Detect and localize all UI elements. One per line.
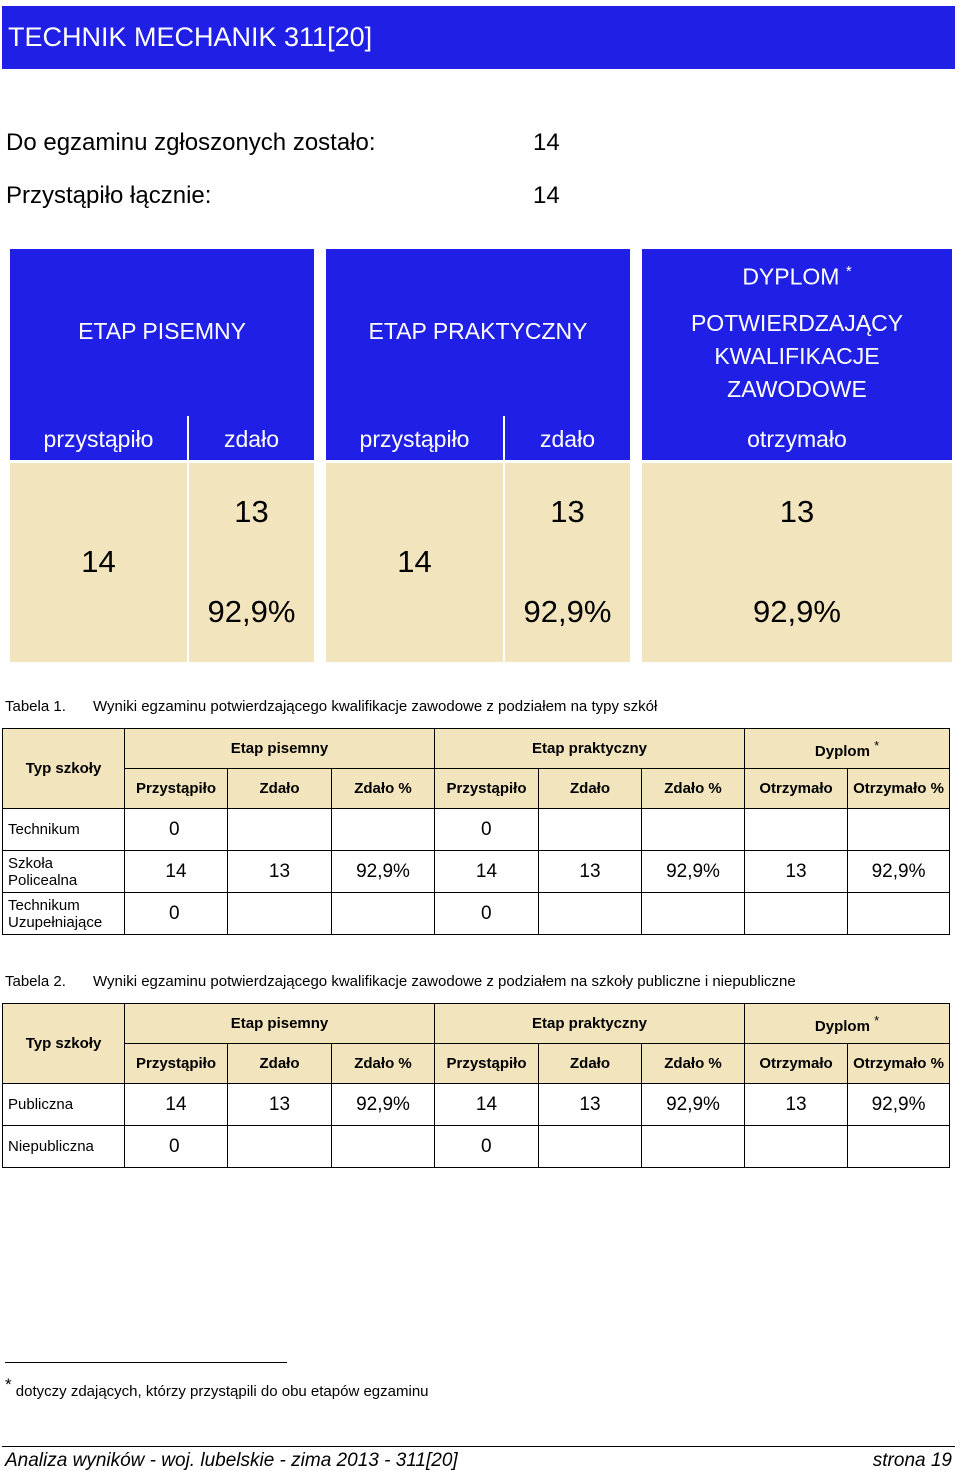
table2-label: Tabela 2.: [5, 973, 66, 990]
diploma-title-text: DYPLOM: [742, 263, 840, 290]
row-label: Technikum: [3, 809, 125, 851]
cell: 0: [435, 809, 539, 851]
footnote: [5, 1375, 429, 1400]
cell: [228, 893, 332, 935]
table-row: [3, 1084, 950, 1126]
cell: 14: [125, 1084, 228, 1126]
table2-head-diploma: [745, 1004, 950, 1044]
table1-caption: Wyniki egzaminu potwierdzającego kwalifikacje zawodowe z podziałem na typy szkół: [93, 698, 658, 715]
written-attended-label: przystąpiło: [43, 426, 154, 452]
cell: 14: [435, 851, 539, 893]
cell: [848, 893, 950, 935]
table1-head-diploma: [745, 729, 950, 769]
cell: [332, 809, 435, 851]
written-passed-value: 13: [234, 494, 269, 529]
cell: 92,9%: [848, 851, 950, 893]
cell: 92,9%: [332, 851, 435, 893]
diploma-star: *: [845, 263, 852, 280]
cell: [642, 893, 745, 935]
table2-sub: Otrzymało: [745, 1044, 848, 1084]
diploma-pct-value: 92,9%: [753, 594, 841, 629]
table1-sub: Zdało: [539, 769, 642, 809]
cell: 0: [125, 893, 228, 935]
table2-sub: Przystąpiło: [435, 1044, 539, 1084]
table-row: [3, 893, 950, 935]
table2-head-diploma-star: *: [874, 1012, 880, 1028]
table2-head-type: Typ szkoły: [3, 1004, 125, 1084]
cell: 92,9%: [848, 1084, 950, 1126]
cell: [332, 1126, 435, 1168]
cell: 13: [745, 851, 848, 893]
diploma-sub3: ZAWODOWE: [727, 376, 867, 402]
diploma-sub2: KWALIFIKACJE: [714, 343, 880, 369]
table1-sub: Przystąpiło: [125, 769, 228, 809]
row-label: Technikum Uzupełniające: [3, 893, 125, 935]
cell: [228, 1126, 332, 1168]
cell: 13: [745, 1084, 848, 1126]
cell: [642, 809, 745, 851]
diploma-title: [642, 263, 952, 291]
footer-right: strona 19: [872, 1450, 952, 1471]
footnote-star: *: [5, 1375, 12, 1394]
written-stage-title: ETAP PISEMNY: [78, 318, 246, 344]
written-passed-cell: [189, 463, 314, 662]
cell: 13: [539, 851, 642, 893]
diploma-received-cell: [642, 463, 952, 662]
cell: [228, 809, 332, 851]
footer-rule: [2, 1446, 955, 1447]
cell: 0: [435, 1126, 539, 1168]
table2-head-written: Etap pisemny: [125, 1004, 435, 1044]
registered-label: Do egzaminu zgłoszonych zostało:: [6, 129, 376, 156]
cell: 14: [435, 1084, 539, 1126]
diploma-received-label: otrzymało: [747, 426, 847, 452]
table1-head-practical: Etap praktyczny: [435, 729, 745, 769]
table-row: [3, 809, 950, 851]
cell: 13: [539, 1084, 642, 1126]
diploma-sub1: POTWIERDZAJĄCY: [690, 310, 904, 336]
diploma-received-value: 13: [779, 494, 815, 529]
table2-head-diploma-text: Dyplom: [814, 1017, 870, 1035]
written-attended-value: 14: [81, 544, 116, 579]
table1-head-diploma-text: Dyplom: [814, 742, 870, 760]
written-pct-value: 92,9%: [207, 594, 296, 629]
table-row: [3, 1126, 950, 1168]
practical-passed-label: zdało: [540, 426, 595, 452]
table2-sub: Zdało %: [332, 1044, 435, 1084]
cell: 13: [228, 851, 332, 893]
table1-head-diploma-star: *: [874, 737, 880, 753]
row-label: Niepubliczna: [3, 1126, 125, 1168]
table1-head-written: Etap pisemny: [125, 729, 435, 769]
table2-sub: Zdało: [539, 1044, 642, 1084]
attended-label: Przystąpiło łącznie:: [6, 182, 212, 209]
table1: [2, 728, 950, 935]
cell: [745, 1126, 848, 1168]
cell: [539, 1126, 642, 1168]
table2-sub: Otrzymało %: [848, 1044, 950, 1084]
practical-passed-value: 13: [550, 494, 585, 529]
table1-sub: Zdało: [228, 769, 332, 809]
table1-head-type: Typ szkoły: [3, 729, 125, 809]
practical-attended-value: 14: [397, 544, 432, 579]
cell: [642, 1126, 745, 1168]
practical-pct-value: 92,9%: [523, 594, 612, 629]
table1-sub: Otrzymało: [745, 769, 848, 809]
table2-sub: Zdało: [228, 1044, 332, 1084]
practical-stage-title: ETAP PRAKTYCZNY: [368, 318, 588, 344]
cell: [848, 809, 950, 851]
footnote-text: dotyczy zdających, którzy przystąpili do obu etapów egzaminu: [15, 1383, 429, 1400]
registered-value: 14: [533, 129, 560, 156]
footer-left: Analiza wyników - woj. lubelskie - zima 2013 - 311[20]: [5, 1450, 458, 1471]
cell: 92,9%: [332, 1084, 435, 1126]
cell: 14: [125, 851, 228, 893]
attended-value: 14: [533, 182, 560, 209]
row-label: Publiczna: [3, 1084, 125, 1126]
table-row: [3, 851, 950, 893]
table1-label: Tabela 1.: [5, 698, 66, 715]
table1-sub: Otrzymało %: [848, 769, 950, 809]
practical-attended-label: przystąpiło: [359, 426, 470, 452]
cell: 13: [228, 1084, 332, 1126]
table2-head-practical: Etap praktyczny: [435, 1004, 745, 1044]
table1-sub: Przystąpiło: [435, 769, 539, 809]
cell: [848, 1126, 950, 1168]
cell: [745, 809, 848, 851]
cell: [745, 893, 848, 935]
cell: 0: [125, 809, 228, 851]
footnote-rule: [5, 1362, 287, 1363]
table2-caption: Wyniki egzaminu potwierdzającego kwalifikacje zawodowe z podziałem na szkoły publiczne i niepubliczne: [93, 973, 796, 990]
page-title: TECHNIK MECHANIK 311[20]: [2, 6, 955, 69]
cell: [539, 809, 642, 851]
row-label: Szkoła Policealna: [3, 851, 125, 893]
table2: [2, 1003, 950, 1168]
cell: 92,9%: [642, 851, 745, 893]
written-passed-label: zdało: [224, 426, 279, 452]
cell: 0: [125, 1126, 228, 1168]
table1-sub: Zdało %: [642, 769, 745, 809]
table1-sub: Zdało %: [332, 769, 435, 809]
table2-sub: Zdało %: [642, 1044, 745, 1084]
cell: [332, 893, 435, 935]
table2-sub: Przystąpiło: [125, 1044, 228, 1084]
practical-passed-cell: [505, 463, 630, 662]
cell: 92,9%: [642, 1084, 745, 1126]
cell: [539, 893, 642, 935]
cell: 0: [435, 893, 539, 935]
